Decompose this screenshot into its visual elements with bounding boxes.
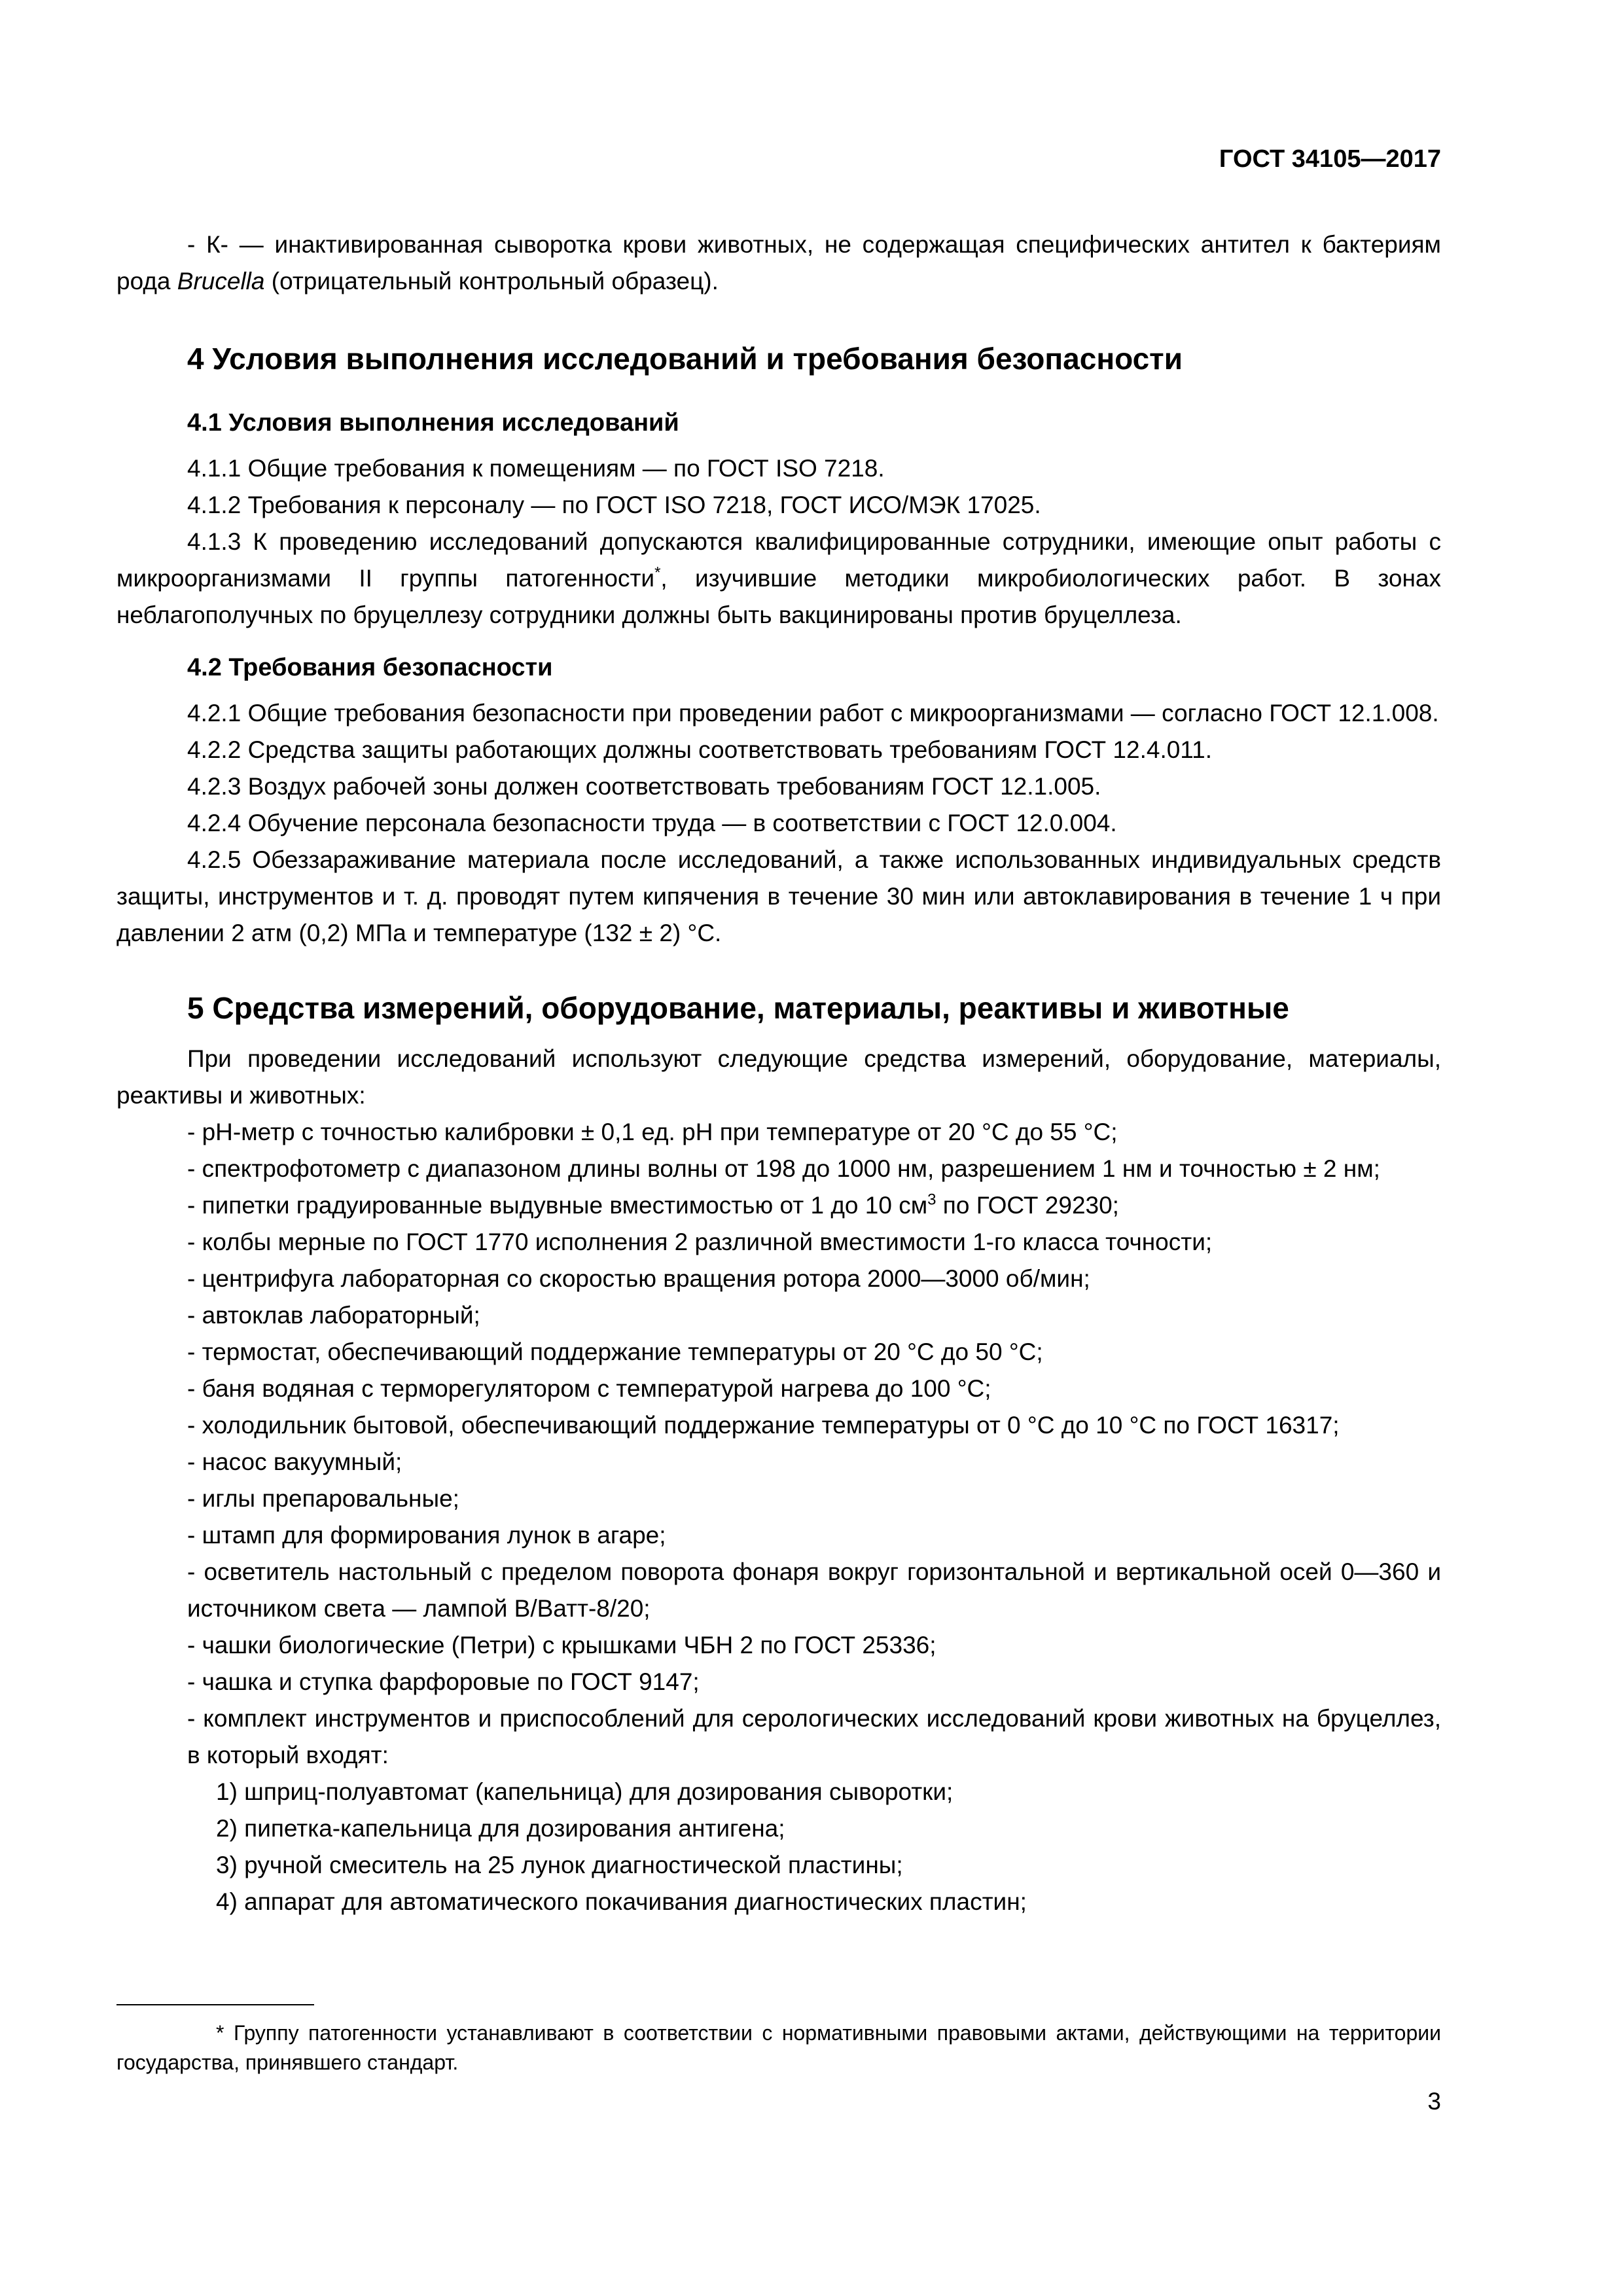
list-item: 2) пипетка-капельница для дозирования антигена; bbox=[216, 1815, 785, 1842]
section-4-title: 4 Условия выполнения исследований и требования безопасности bbox=[187, 342, 1183, 376]
list-item: - pH-метр с точностью калибровки ± 0,1 ед. pH при температуре от 20 °С до 55 °С; bbox=[187, 1119, 1118, 1145]
footnote-ref: * bbox=[654, 564, 661, 582]
list-item: - пипетки градуированные выдувные вместимостью от 1 до 10 $см^3$ по ГОСТ 29230; bbox=[187, 1191, 1119, 1219]
list-item: - термостат, обеспечивающий поддержание температуры от 20 °С до 50 °С; bbox=[187, 1338, 1043, 1365]
para-4-2-4: 4.2.4 Обучение персонала безопасности труда — в соответствии с ГОСТ 12.0.004. bbox=[187, 810, 1117, 836]
para-4-1-1: 4.1.1 Общие требования к помещениям — по ГОСТ ISO 7218. bbox=[187, 455, 885, 482]
subsection-4-1-title: 4.1 Условия выполнения исследований bbox=[187, 409, 679, 437]
footnote: * Группу патогенности устанавливают в соответствии с нормативными правовыми актами, действующими на территории государства, принявшего стандарт. bbox=[116, 2021, 1441, 2074]
list-item: - иглы препаровальные; bbox=[187, 1485, 459, 1512]
para-4-2-3: 4.2.3 Воздух рабочей зоны должен соответствовать требованиям ГОСТ 12.1.005. bbox=[187, 773, 1101, 800]
genus-name: Brucella bbox=[177, 268, 265, 295]
list-item: 4) аппарат для автоматического покачивания диагностических пластин; bbox=[216, 1888, 1027, 1915]
section-5-intro: При проведении исследований используют следующие средства измерений, оборудование, материалы, реактивы и животных: bbox=[116, 1045, 1441, 1109]
para-4-2-2: 4.2.2 Средства защиты работающих должны соответствовать требованиям ГОСТ 12.4.011. bbox=[187, 736, 1212, 763]
para-4-2-1: 4.2.1 Общие требования безопасности при проведении работ с микроорганизмами — согласно ГОСТ 12.1.008. bbox=[187, 700, 1439, 726]
body-block bbox=[116, 226, 1441, 1920]
list-item: - осветитель настольный с пределом поворота фонаря вокруг горизонтальной и вертикальной осей 0—360 и источником света — лампой В/Ватт-8/20; bbox=[187, 1558, 1441, 1622]
list-item: 1) шприц-полуавтомат (капельница) для дозирования сыворотки; bbox=[216, 1778, 954, 1805]
para-4-1-3: 4.1.3 К проведению исследований допускаются квалифицированные сотрудники, имеющие опыт работы с микроорганизмами II группы патогенности*, изучившие методики микробиологических работ. В зонах неблагополучных по бруцеллезу сотрудники должны быть вакцинированы против бруцеллеза. bbox=[116, 528, 1442, 628]
list-item: - холодильник бытовой, обеспечивающий поддержание температуры от 0 °С до 10 °С по ГОСТ 16317; bbox=[187, 1412, 1340, 1439]
equipment-list bbox=[116, 1114, 1441, 1774]
list-item: - автоклав лабораторный; bbox=[187, 1302, 480, 1329]
para-4-1-2: 4.1.2 Требования к персоналу — по ГОСТ ISO 7218, ГОСТ ИСО/МЭК 17025. bbox=[187, 492, 1041, 518]
footnote-mark: * bbox=[216, 2021, 224, 2045]
list-item: - чашки биологические (Петри) с крышками ЧБН 2 по ГОСТ 25336; bbox=[187, 1632, 936, 1659]
section-5-title: 5 Средства измерений, оборудование, материалы, реактивы и животные bbox=[187, 991, 1289, 1025]
list-item: - баня водяная с терморегулятором с температурой нагрева до 100 °С; bbox=[187, 1375, 991, 1402]
subsection-4-2-title: 4.2 Требования безопасности bbox=[187, 654, 553, 681]
kit-sublist bbox=[116, 1774, 1441, 1920]
list-item: - центрифуга лабораторная со скоростью вращения ротора 2000—3000 об/мин; bbox=[187, 1265, 1090, 1292]
list-item: - чашка и ступка фарфоровые по ГОСТ 9147; bbox=[187, 1668, 700, 1695]
k-minus-definition: - К- — инактивированная сыворотка крови животных, не содержащая специфических антител к бактериям рода Brucella (отрицательный контрольный образец). bbox=[116, 231, 1441, 295]
list-item: - спектрофотометр с диапазоном длины волны от 198 до 1000 нм, разрешением 1 нм и точностью ± 2 нм; bbox=[187, 1155, 1380, 1182]
list-item: - комплект инструментов и приспособлений для серологических исследований крови животных на бруцеллез, в который входят: bbox=[187, 1705, 1441, 1768]
para-4-2-5: 4.2.5 Обеззараживание материала после исследований, а также использованных индивидуальных средств защиты, инструментов и т. д. проводят путем кипячения в течение 30 мин или автоклавирования в течение 1 ч при давлении 2 атм (0,2) МПа и температуре (132 ± 2) °С. bbox=[116, 846, 1441, 946]
document-page bbox=[116, 0, 1441, 2296]
standard-header: ГОСТ 34105—2017 bbox=[1219, 145, 1441, 173]
list-item: - штамп для формирования лунок в агаре; bbox=[187, 1522, 666, 1549]
page-number: 3 bbox=[1427, 2088, 1441, 2115]
footnote-divider bbox=[116, 2004, 314, 2005]
list-item: - насос вакуумный; bbox=[187, 1448, 402, 1475]
list-item: 3) ручной смеситель на 25 лунок диагностической пластины; bbox=[216, 1852, 903, 1878]
list-item: - колбы мерные по ГОСТ 1770 исполнения 2 различной вместимости 1-го класса точности; bbox=[187, 1229, 1213, 1255]
